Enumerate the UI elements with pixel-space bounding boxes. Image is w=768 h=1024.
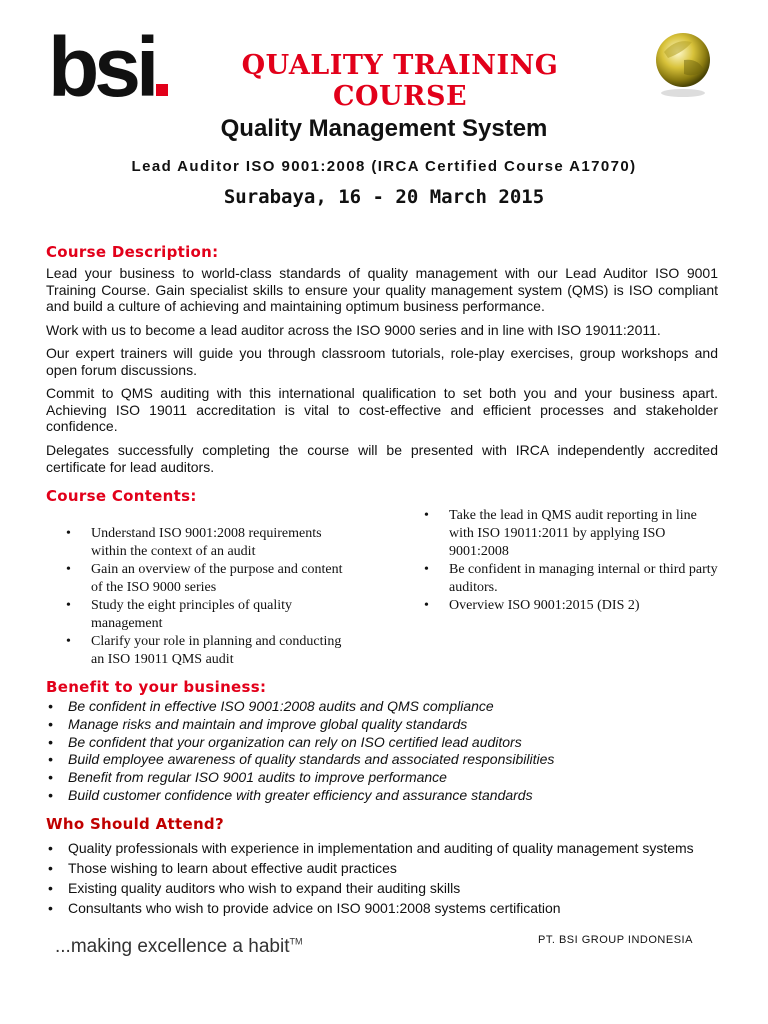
description-paragraph-5: Delegates successfully completing the course will be presented with IRCA independently accredited certificate for lead auditors. <box>46 442 718 475</box>
course-subject: Quality Management System <box>220 115 548 142</box>
list-item: • Build employee awareness of quality standards and associated responsibilities <box>46 751 726 769</box>
description-heading: Course Description: <box>46 243 219 261</box>
list-item: • Understand ISO 9001:2008 requirements within the context of an audit <box>66 525 356 561</box>
list-item: • Overview ISO 9001:2015 (DIS 2) <box>424 597 724 615</box>
company-name: PT. BSI GROUP INDONESIA <box>538 934 693 946</box>
list-item: • Be confident that your organization can rely on ISO certified lead auditors <box>46 734 726 752</box>
list-item: • Be confident in effective ISO 9001:2008 audits and QMS compliance <box>46 698 726 716</box>
description-paragraph-1: Lead your business to world-class standards of quality management with our Lead Auditor ISO 9001 Training Course. Gain specialist skills to ensure your quality management system (QMS) is ISO compliant and build a culture of achieving and maintaining optimum business performance. <box>46 265 718 314</box>
location-date: Surabaya, 16 - 20 March 2015 <box>223 186 545 208</box>
list-item: • Manage risks and maintain and improve global quality standards <box>46 716 726 734</box>
list-item: • Quality professionals with experience in implementation and auditing of quality management systems <box>46 838 726 858</box>
benefit-list <box>46 698 726 805</box>
list-item: • Be confident in managing internal or third party auditors. <box>424 561 724 597</box>
list-item: • Clarify your role in planning and conducting an ISO 19011 QMS audit <box>66 633 356 669</box>
trademark: TM <box>289 936 303 947</box>
bsi-logo <box>48 20 172 114</box>
list-item: • Consultants who wish to provide advice on ISO 9001:2008 systems certification <box>46 898 726 918</box>
benefit-heading: Benefit to your business: <box>46 678 267 696</box>
list-item: • Those wishing to learn about effective audit practices <box>46 858 726 878</box>
attend-list <box>46 838 726 918</box>
list-item: • Build customer confidence with greater efficiency and assurance standards <box>46 787 726 805</box>
tagline-text: ...making excellence a habit <box>55 936 290 957</box>
description-paragraph-3: Our expert trainers will guide you through classroom tutorials, role-play exercises, group workshops and open forum discussions. <box>46 345 718 378</box>
list-item: • Existing quality auditors who wish to expand their auditing skills <box>46 878 726 898</box>
logo-dot <box>156 84 168 96</box>
description-paragraph-2: Work with us to become a lead auditor across the ISO 9000 series and in line with ISO 19011:2011. <box>46 322 661 338</box>
list-item: • Benefit from regular ISO 9001 audits to improve performance <box>46 769 726 787</box>
course-name: Lead Auditor ISO 9001:2008 (IRCA Certified Course A17070) <box>131 158 637 175</box>
list-item: • Study the eight principles of quality management <box>66 597 356 633</box>
contents-right-list <box>424 507 724 615</box>
logo-text: bsi <box>48 20 155 114</box>
contents-left-list <box>66 525 356 669</box>
list-item: • Take the lead in QMS audit reporting in line with ISO 19011:2011 by applying ISO 9001:2008 <box>424 507 724 561</box>
attend-heading: Who Should Attend? <box>46 815 224 833</box>
globe-icon <box>654 30 712 98</box>
page-title: QUALITY TRAINING COURSE <box>241 50 559 112</box>
tagline <box>55 936 302 958</box>
contents-heading: Course Contents: <box>46 487 197 505</box>
description-paragraph-4: Commit to QMS auditing with this international qualification to set both you and your business apart. Achieving ISO 19011 accreditation is vital to cost-effective and efficient processes and stakeholder confidence. <box>46 385 718 434</box>
list-item: • Gain an overview of the purpose and content of the ISO 9000 series <box>66 561 356 597</box>
